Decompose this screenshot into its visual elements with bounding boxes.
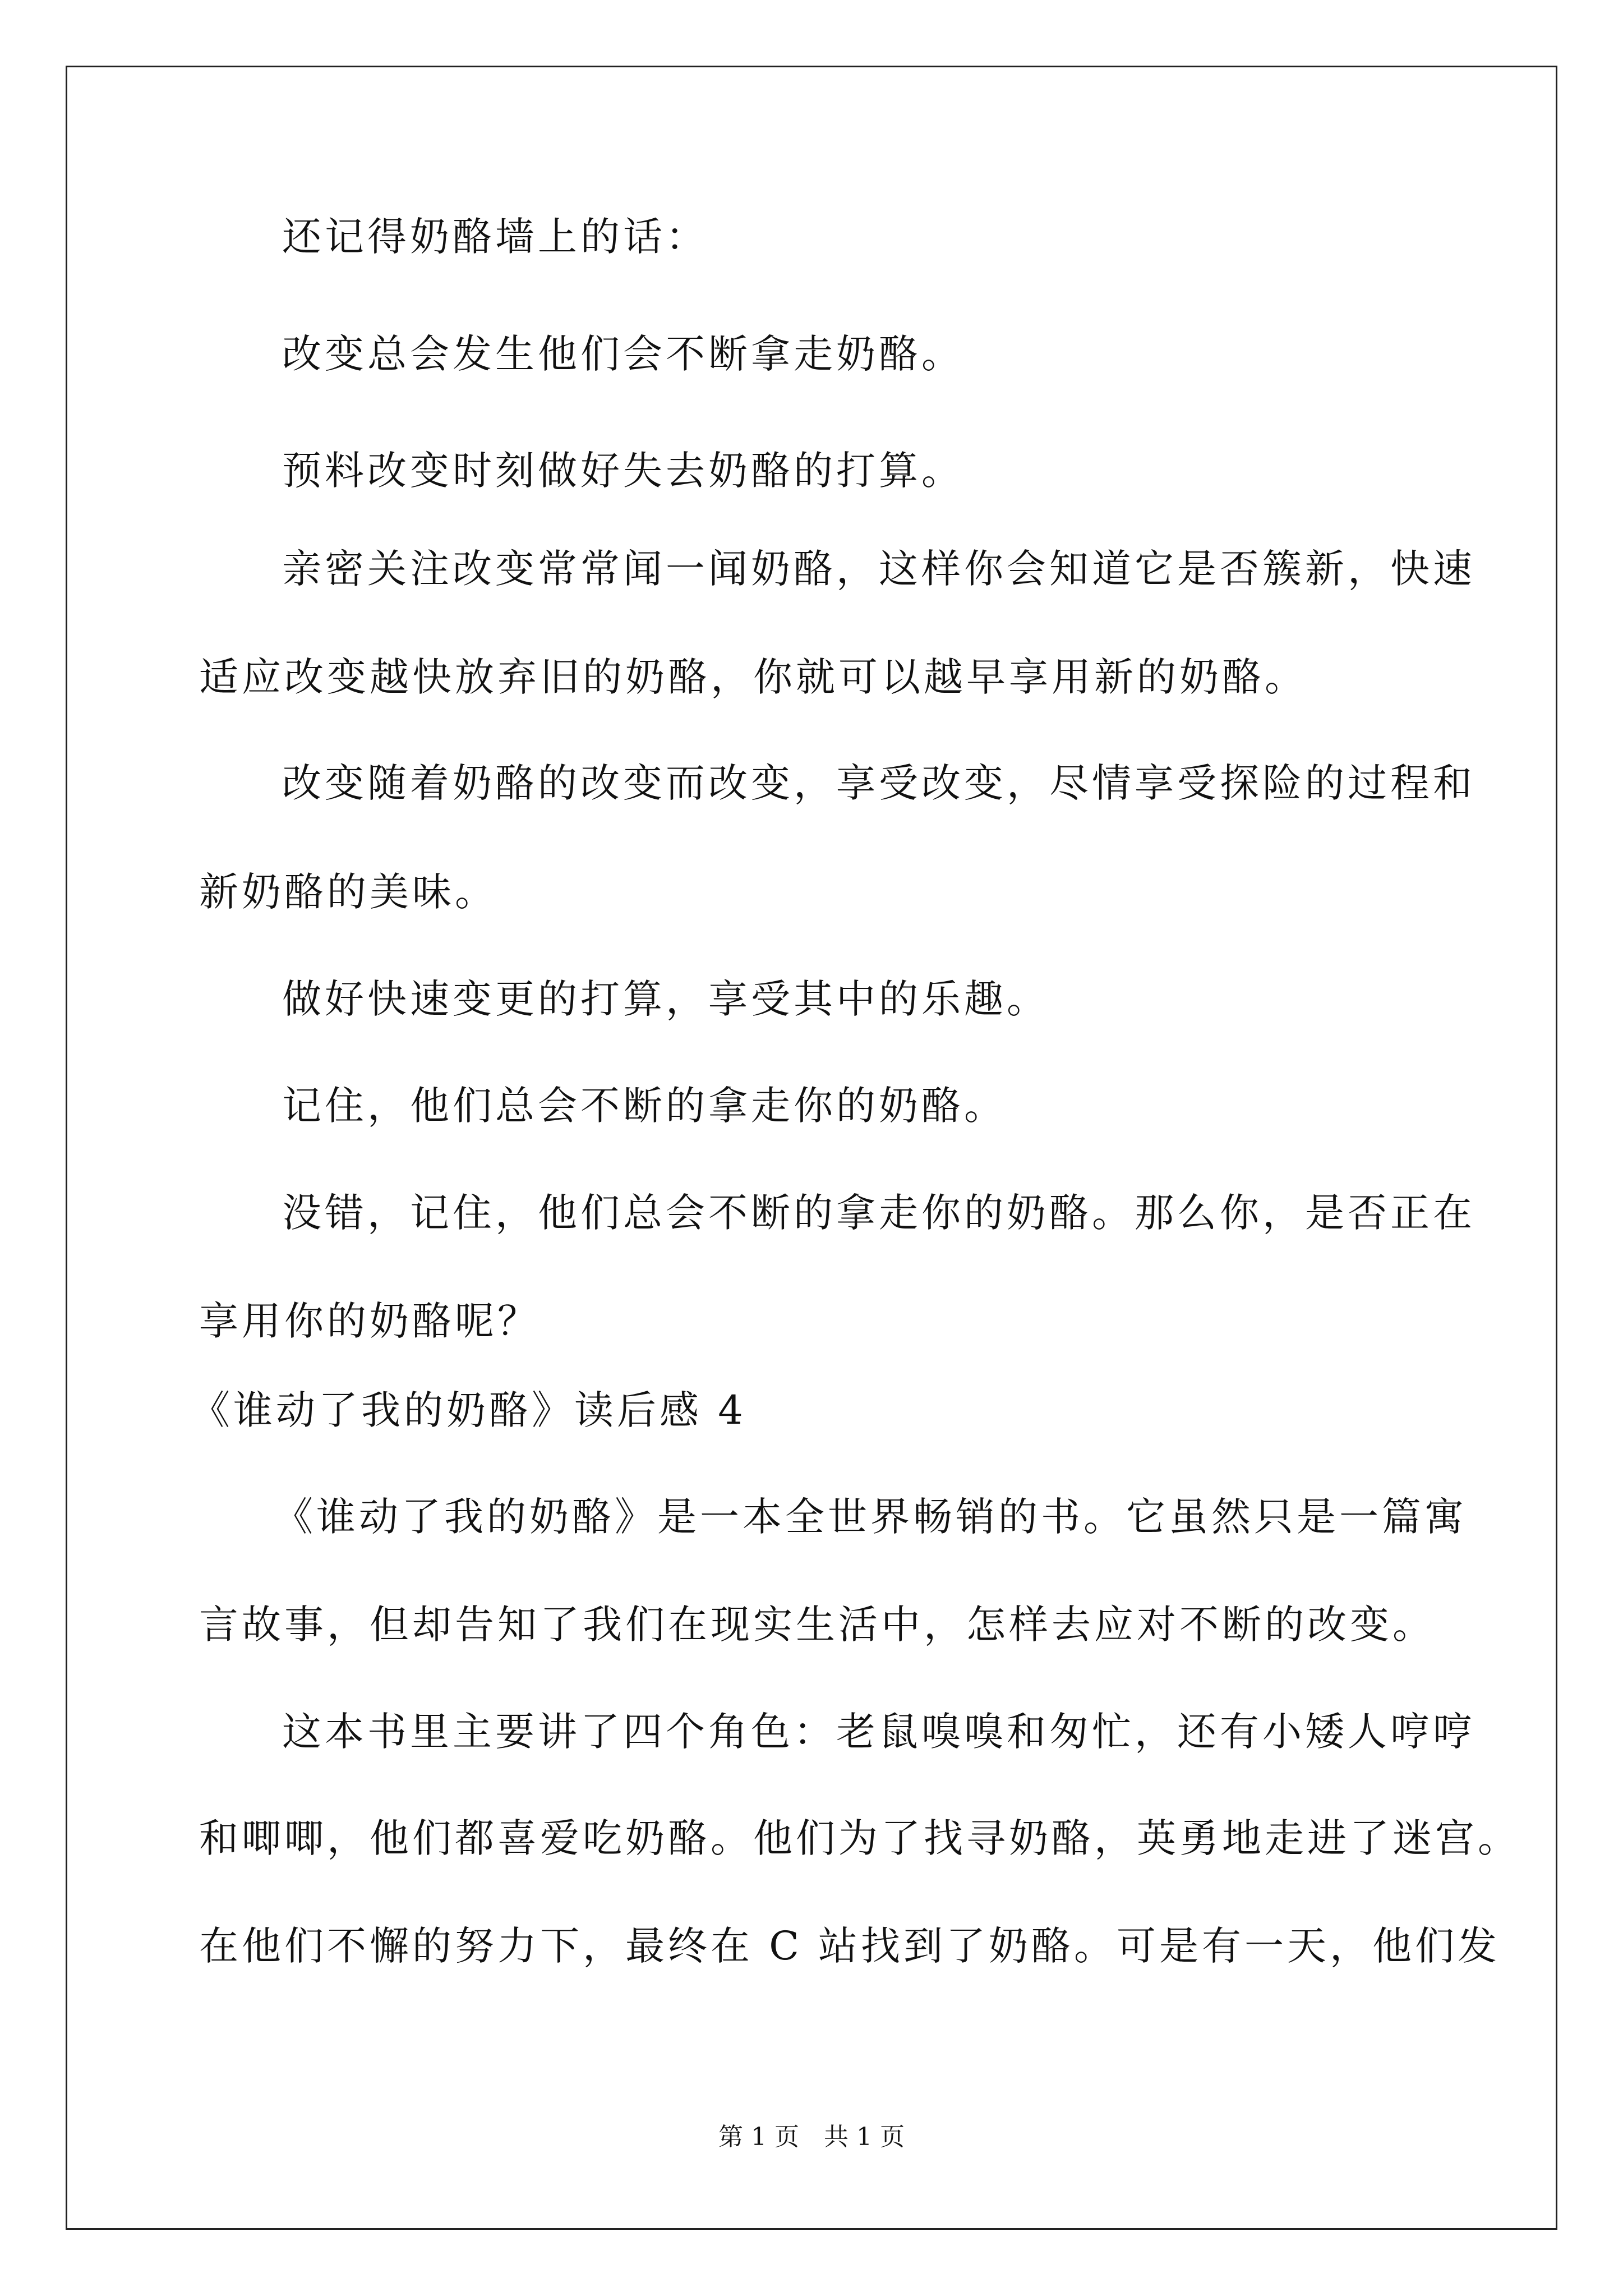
page-number-footer: 第 1 页 共 1 页 (718, 2123, 905, 2151)
paragraph-line: 没错，记住，他们总会不断的拿走你的奶酪。那么你，是否正在 (282, 1190, 1476, 1236)
paragraph-line: 记住，他们总会不断的拿走你的奶酪。 (282, 1083, 1007, 1129)
paragraph-line: 新奶酪的美味。 (199, 869, 497, 915)
paragraph-line: 亲密关注改变常常闻一闻奶酪，这样你会知道它是否簇新，快速 (282, 546, 1476, 592)
paragraph-line: 改变总会发生他们会不断拿走奶酪。 (282, 331, 964, 377)
paragraph-line: 《谁动了我的奶酪》是一本全世界畅销的书。它虽然只是一篇寓 (274, 1494, 1467, 1540)
paragraph-line: 预料改变时刻做好失去奶酪的打算。 (282, 448, 964, 494)
paragraph-line: 享用你的奶酪呢？ (199, 1298, 540, 1344)
page-border (66, 66, 1557, 2230)
paragraph-line: 还记得奶酪墙上的话： (282, 214, 708, 260)
section-heading: 《谁动了我的奶酪》读后感 4 (191, 1387, 746, 1433)
paragraph-line: 适应改变越快放弃旧的奶酪，你就可以越早享用新的奶酪。 (199, 654, 1307, 700)
paragraph-line: 这本书里主要讲了四个角色：老鼠嗅嗅和匆忙，还有小矮人哼哼 (282, 1709, 1476, 1755)
paragraph-line: 和唧唧，他们都喜爱吃奶酪。他们为了找寻奶酪，英勇地走进了迷宫。 (199, 1815, 1520, 1861)
paragraph-line: 做好快速变更的打算，享受其中的乐趣。 (282, 976, 1049, 1022)
paragraph-line: 改变随着奶酪的改变而改变，享受改变，尽情享受探险的过程和 (282, 760, 1476, 806)
paragraph-line: 在他们不懈的努力下，最终在 C 站找到了奶酪。可是有一天，他们发 (199, 1923, 1501, 1969)
paragraph-line: 言故事，但却告知了我们在现实生活中，怎样去应对不断的改变。 (199, 1602, 1435, 1648)
